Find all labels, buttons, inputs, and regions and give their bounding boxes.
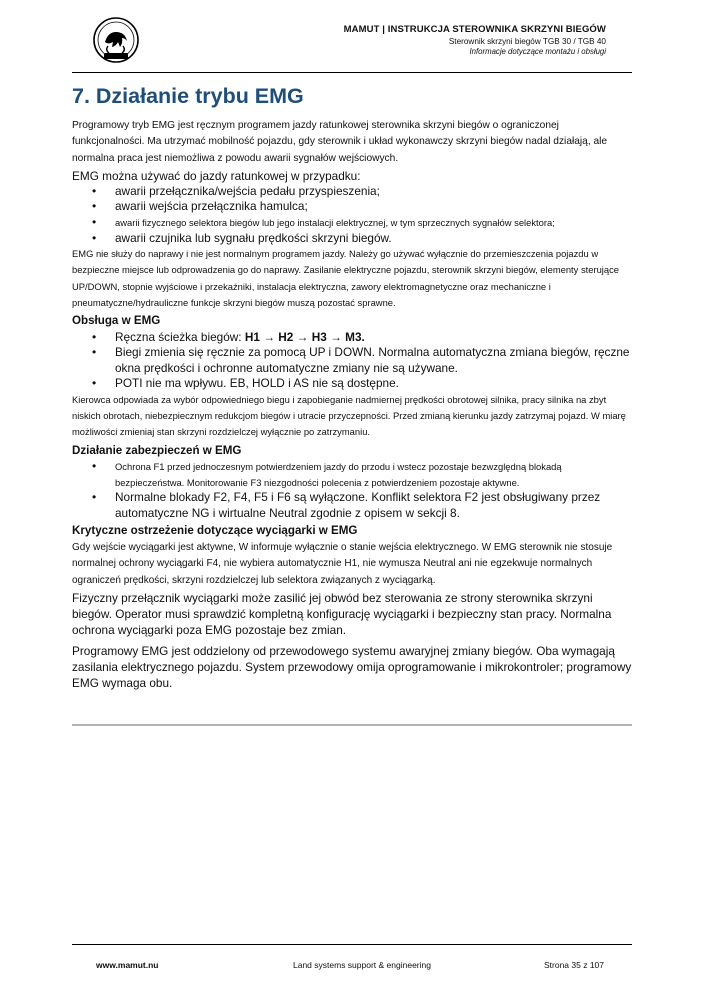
winch-paragraph-3: Programowy EMG jest oddzielony od przewodowego systemu awaryjnej zmiany biegów. Oba wymagają zasilania elektrycznego pojazdu. System przewodowy omija oprogramowanie i mikrokontroler; programowy EMG wymaga obu. — [72, 644, 632, 691]
footer-page-number: Strona 35 z 107 — [543, 960, 604, 970]
header-subtitle-2: Informacje dotyczące montażu i obsługi — [469, 47, 606, 56]
list-item: • awarii fizycznego selektora biegów lub jego instalacji elektrycznej, w tym sprzecznych sygnałów selektora; — [72, 215, 632, 231]
path-prefix: Ręczna ścieżka biegów: — [115, 329, 245, 344]
list-item: • POTI nie ma wpływu. EB, HOLD i AS nie są dostępne. — [72, 376, 632, 392]
footer-divider — [72, 944, 632, 945]
mamut-logo — [92, 16, 140, 64]
winch-paragraph-2: Fizyczny przełącznik wyciągarki może zasilić jej obwód bez sterowania ze strony sterownika skrzyni biegów. Operator musi sprawdzić kompletną konfigurację wyciągarki i bezpieczny stan pracy. Normalna ochrona wyciągarki poza EMG pozostaje bez zmian. — [72, 591, 612, 638]
list-item: • awarii czujnika lub sygnału prędkości skrzyni biegów. — [72, 231, 632, 247]
winch-paragraph-1: Gdy wejście wyciągarki jest aktywne, W informuje wyłącznie o stanie wejścia elektrycznego. W EMG sterownik nie stosuje normalnej ochrony wyciągarki F4, nie wybiera automatycznie H1, nie wymusza Neutral ani nie egzekwuje normalnych ograniczeń prędkości, skrzyni rozdzielczej lub selektora związanych z wyciągarką. — [72, 541, 613, 586]
content-end-divider — [72, 724, 632, 726]
list-item: • awarii wejścia przełącznika hamulca; — [72, 199, 632, 215]
use-list — [72, 184, 632, 246]
footer-website-link[interactable]: www.mamut.nu — [96, 960, 159, 970]
header-subtitle: Sterownik skrzyni biegów TGB 30 / TGB 40 — [448, 37, 606, 46]
use-lead: EMG można używać do jazdy ratunkowej w przypadku: — [72, 168, 361, 183]
driver-note: Kierowca odpowiada za wybór odpowiedniego biegu i zapobieganie nadmiernej prędkości obrotowej silnika, pracy silnika na zbyt niskich obrotach, niebezpiecznym redukcjom biegów i utracie przyczepności. Przed zmianą kierunku jazdy zatrzymaj pojazd. W miarę możliwości zmieniaj stan skrzyni rozdzielczej wyłącznie po zatrzymaniu. — [72, 393, 626, 438]
winch-heading: Krytyczne ostrzeżenie dotyczące wyciągarki w EMG — [72, 524, 358, 538]
footer-center: Land systems support & engineering — [293, 960, 431, 970]
header-divider — [72, 72, 632, 73]
list-item: • Normalne blokady F2, F4, F5 i F6 są wyłączone. Konflikt selektora F2 jest obsługiwany przez automatyczne NG i wirtualne Neutral zgodnie z opisem w sekcji 8. — [72, 490, 632, 521]
section-title: 7. Działanie trybu EMG — [72, 84, 304, 108]
list-item: • Biegi zmienia się ręcznie za pomocą UP i DOWN. Normalna automatyczna zmiana biegów, ręczne okna prędkości i ochronne automatyczne zmiany nie są używane. — [72, 345, 632, 376]
operation-list — [72, 330, 632, 392]
protection-list — [72, 459, 632, 521]
intro-paragraph: Programowy tryb EMG jest ręcznym programem jazdy ratunkowej sterownika skrzyni biegów o ograniczonej funkcjonalności. Ma utrzymać mobilność pojazdu, gdy sterownik i układ wykonawczy skrzyni biegów nadal działają, ale normalna praca jest niemożliwa z powodu awarii sygnałów wejściowych. — [72, 120, 608, 164]
page-content — [72, 84, 632, 691]
protection-heading: Działanie zabezpieczeń w EMG — [72, 443, 242, 457]
not-repair-paragraph: EMG nie służy do naprawy i nie jest normalnym programem jazdy. Należy go używać wyłącznie do przemieszczenia pojazdu w bezpieczne miejsce lub odprowadzenia go do naprawy. Zasilanie elektryczne pojazdu, sterownik skrzyni biegów, elementy sterujące UP/DOWN, stopnie wyjściowe i przekaźniki, instalacja elektryczna, zawory elektromagnetyczne oraz mechaniczne i pneumatyczne/hydrauliczne funkcje skrzyni biegów muszą pozostać sprawne. — [72, 248, 619, 308]
list-item: • awarii przełącznika/wejścia pedału przyspieszenia; — [72, 184, 632, 200]
operation-heading: Obsługa w EMG — [72, 314, 161, 328]
list-item — [72, 330, 632, 346]
list-item: • Ochrona F1 przed jednoczesnym potwierdzeniem jazdy do przodu i wstecz pozostaje bezwzględną blokadą bezpieczeństwa. Monitorowanie F3 niezgodności polecenia z potwierdzeniem pozostaje aktywne. — [72, 459, 632, 490]
header-title: MAMUT | INSTRUKCJA STEROWNIKA SKRZYNI BIEGÓW — [343, 24, 606, 35]
gear-path: H1 → H2 → H3 → M3. — [244, 329, 365, 344]
page-header — [72, 14, 632, 72]
